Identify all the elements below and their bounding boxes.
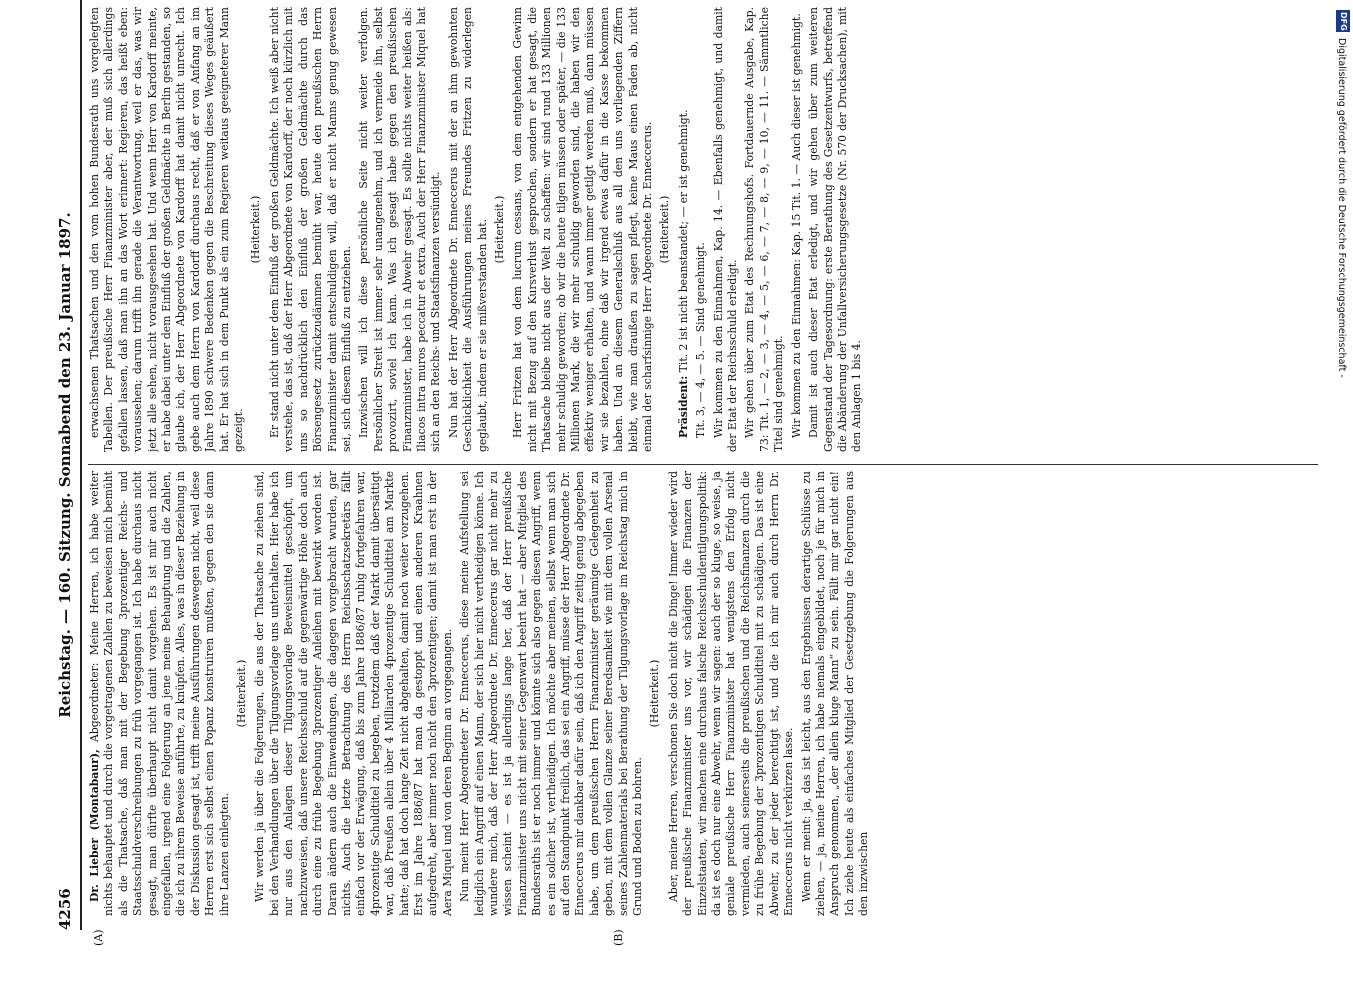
dfg-logo-icon: DFG (1336, 10, 1350, 32)
paragraph: Wenn er meint: ja, das ist leicht, aus den Ergebnissen derartige Schlüsse zu ziehen, — ja, meine Herren, ich habe niemals eingebildet, noch je für mich in Anspruch genommen, „der allein kluge Mann“ zu sein. Fällt mir gar nicht ein! Ich ziehe heute als einfaches Mitglied der Gesetzgebung die Folgerungen aus den inzwischen (799, 471, 871, 916)
digitization-note: Digitalisierung gefördert durch die Deutsche Forschungsgemeinschaft - (1336, 38, 1347, 378)
digitization-credit (1334, 4, 1353, 994)
column-divider (88, 464, 1318, 465)
page-header (52, 0, 78, 930)
paragraph: Aber, meine Herren, verschonen Sie doch nicht die Dinge! Immer wieder wird der preußische Finanzminister uns vor, wir schädigen die Finanzen der Einzelstaaten, wir machen eine durchaus falsche Reichsschuldentilgungspolitik: da ist es doch nur eine Abwehr, wenn wir sagen: auch der so kluge, so weise, ja geniale preußische Herr Finanzminister hat wenigstens den Erfolg nicht vermieden, auch seinerseits die preußischen und die Reichsfinanzen durch die zu frühe Begebung der 3prozentigen Schuldtitel mit zu schädigen. Das ist eine Abwehr, zu der jeder berechtigt ist, und die ich mir auch durch Herrn Dr. Enneccerus nicht verkürzen lasse. (666, 471, 796, 916)
paragraph: Er stand nicht unter dem Einfluß der großen Geldmächte. Ich weiß aber nicht verstehe, das ist, daß der Herr Abgeordnete von Kardorff, der noch kürzlich mit uns so nachdrücklich den Einfluß der großen Geldmächte durch das Börsengesetz zurückzudämmen bemüht war, heute den preußischen Herrn Finanzminister damit entschuldigen will, daß er nicht Manns genug gewesen sei, sich diesem Einfluß zu entziehen. (267, 7, 353, 452)
paragraph: Nun meint Herr Abgeordneter Dr. Enneccerus, diese meine Aufstellung sei lediglich ein Angriff auf einen Mann, der sich hier nicht vertheidigen könne. Ich wundere mich, daß der Herr Abgeordnete Dr. Enneccerus gar nicht mehr zu wissen scheint — es ist ja allerdings lange her, daß der Herr preußische Finanzminister uns nicht mit seiner Gegenwart beehrt hat — aber Mitglied des Bundesraths ist er noch immer und könnte sich also gegen diesen Angriff, wenn es ein solcher ist, vertheidigen. Ich möchte aber meinen, selbst wenn man sich auf den Standpunkt freilich, das sei ein Angriff, müsse der Herr Abgeordnete Dr. Enneccerus mir dankbar dafür sein, daß ich den Angriff zeitig genug abgegeben habe, um dem preußischen Herrn Finanzminister geräumige Gelegenheit zu geben, mit dem vollen Glanze seiner Beredsamkeit wie mit dem vollen Arsenal seines Zahlenmaterials bei Berathung der Tilgungsvorlage im Reichstag mich in Grund und Boden zu bohren. (458, 471, 645, 916)
paragraph: Wir gehen über zum Etat des Rechnungshofs. Fortdauernde Ausgabe, Kap. 73: Tit. 1, — 2, — 3, — 4, — 5, — 6, — 7, — 8, — 9, — 10, — 11. — Sämmtliche Titel sind genehmigt. (743, 7, 786, 452)
margin-label-a: (A) (92, 929, 105, 946)
paragraph: Damit ist auch dieser Etat erledigt, und wir gehen über zum weiteren Gegenstand der Tagesordnung: erste Berathung des Gesetzentwurfs, betreffend die Abänderung der Unfallversicherungsgesetze (Nr. 570 der Drucksachen), mit den Anlagen 1 bis 4. (807, 7, 864, 452)
laughter-note: (Heiterkeit.) (249, 195, 263, 264)
speaker-name: Präsident: (676, 375, 690, 438)
paragraph: Nun hat der Herr Abgeordnete Dr. Enneccerus mit der an ihm gewohnten Geschicklichkeit die Ausführungen meines Freundes Fritzen zu widerlegen geglaubt, indem er sie mißverstanden hat. (446, 7, 489, 452)
paragraph: Wir kommen zu den Einnahmen: Kap. 15 Tit. 1. — Auch dieser ist genehmigt. (789, 13, 803, 438)
paragraph (88, 471, 232, 916)
laughter-note: (Heiterkeit.) (658, 195, 672, 264)
paragraph: Herr Fritzen hat von dem lucrum cessans, von dem entgehenden Gewinn nicht mit Bezug auf den Kursverlust gesprochen, sondern er hat gesagt, die Thatsache bleibe nicht aus der Welt zu schaffen: wir sind rund 133 Millionen mehr schuldig geworden; ob wir die heute tilgen müssen oder später, — die 133 Millionen Mark, die wir mehr schuldig geworden sind, die haben wir den effektiv weniger erhalten, und wann immer getilgt werden muß, dann müssen wir sie bezahlen, ohne daß wir irgend etwas dafür in die Kasse bekommen haben. Und an diesem Generalschluß aus all den uns vorliegenden Ziffern bleibt, wie man draußen zu sagen pflegt, keine Maus einen Faden ab, nicht einmal der scharfsinnige Herr Abgeordnete Dr. Enneccerus. (511, 7, 655, 452)
laughter-note: (Heiterkeit.) (492, 195, 506, 264)
paragraph: Inzwischen will ich diese persönliche Seite nicht weiter verfolgen. Persönlicher Streit ist immer sehr unangenehm, und ich vermeide ihn, selbst provozirt, soviel ich kann. Was ich gesagt habe gegen den preußischen Finanzminister, habe ich in Abwehr gesagt. Es sollte nichts weiter heißen als: Iliacos intra muros peccatur et extra. Auch der Herr Finanzminister Miquel hat sich an den Reichs- und Staatsfinanzen versündigt. (357, 7, 443, 452)
paragraph (677, 7, 691, 452)
page-number: 4256 (56, 888, 74, 930)
paragraph-text: Tit. 2 ist nicht beanstandet; — er ist genehmigt. (676, 109, 690, 376)
left-text-column (88, 471, 1318, 916)
laughter-note: (Heiterkeit.) (648, 659, 662, 728)
laughter-note: (Heiterkeit.) (235, 659, 249, 728)
paragraph: Tit. 3, — 4, — 5. — Sind genehmigt. (694, 242, 708, 438)
paragraph-text: Abgeordneter: Meine Herren, ich habe weiter nichts behauptet und durch die vorgetragenen Zahlen zu beweisen mich bemüht als die Thatsache, daß man mit der Begebung 3prozentiger Reichs- und Staatsschuldverschreibungen zu früh vorgegangen ist. Ich habe durchaus nicht gesagt, man dürfte überhaupt nicht damit vorgehen. Es ist mir auch nicht eingefallen, irgend eine Folgerung an jene meine Behauptung und die Zahlen, die ich zu ihrem Beweise anführte, zu knüpfen. Alles, was in dieser Beziehung in der Diskussion gesagt ist, trifft meine Ausführungen deswegen nicht, weil diese Herren erst sich selbst einen Popanz konstruiren mußten, gegen den sie dann ihre Lanzen einlegten. (88, 471, 231, 916)
right-text-column (88, 7, 1318, 452)
session-title: Reichstag. — 160. Sitzung. Sonnabend den 23. Januar 1897. (56, 212, 74, 718)
speaker-name: Dr. Lieber (Montabaur), (88, 749, 101, 902)
paragraph: Wir kommen zu den Einnahmen, Kap. 14. — Ebenfalls genehmigt, und damit der Etat der Reichsschuld erledigt. (711, 7, 740, 452)
paragraph: erwachsenen Thatsachen und den vom hohen Bundesrath uns vorgelegten Tabellen. Der preußische Herr Finanzminister aber, der muß sich allerdings gefallen lassen, daß man ihn an das Wort erinnert: Regieren, das heißt eben: voraussehen; darum trifft ihn gerade die Verantwortung, weil er das, was wir jetzt alle sehen, nicht vorausgesehen hat. Und wenn Herr von Kardorff meinte, er habe dabei unter dem Einfluß der großen Geldmächte in Berlin gestanden, so glaube ich, der Herr Abgeordnete von Kardorff hat damit nicht unrecht. Ich gebe auch dem Herrn von Kardorff durchaus recht, daß er von Anfang an im Jahre 1890 schwere Bedenken gegen die Beschreitung dieses Weges geäußert hat. Er hat sich in dem Punkt als ein zum Regieren weitaus geeigneterer Mann gezeigt. (88, 7, 246, 452)
margin-label-b: (B) (612, 929, 625, 946)
header-rule (80, 0, 82, 930)
paragraph: Wir werden ja über die Folgerungen, die aus der Thatsache zu ziehen sind, bei den Verhandlungen über die Tilgungsvorlage uns unterhalten. Hier habe ich nur aus den Anlagen dieser Tilgungsvorlage Beweismittel geschöpft, um nachzuweisen, daß unsere Reichsschuld auf die gegenwärtige Höhe doch auch durch eine zu frühe Begebung 3prozentiger Anleihen mit bewirkt worden ist. Daran ändern auch die Einwendungen, die dagegen vorgebracht wurden, gar nichts. Auch die letzte Betrachtung des Herrn Reichsschatzsekretärs fällt einfach vor der Erwägung, daß bis zum Jahre 1886/87 ruhig fortgefahren war, 4prozentige Schuldtitel zu begeben, trotzdem daß der Markt damit übersättigt war, daß Preußen allein über 4 Milliarden 4prozentige Schuldtitel am Markte hatte; daß hat doch lange Zeit nicht abgehalten, damit noch weiter vorzugehen. Erst im Jahre 1886/87 hat man da gestoppt und einen anderen Kraahnen aufgedreht, aber immer noch nicht den 3prozentigen; damit ist man erst in der Aera Miquel und von deren Beginn an vorgegangen. (253, 471, 454, 916)
document-page (52, 0, 1332, 946)
rotated-page-container (52, 0, 1332, 946)
